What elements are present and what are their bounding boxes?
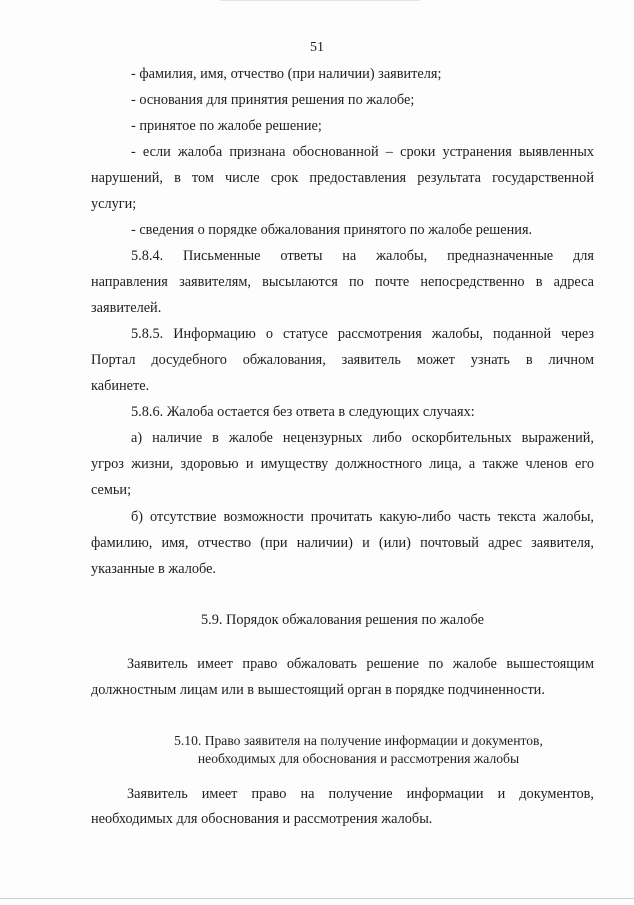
para-5-8-4-line2: направления заявителям, высылаются по почте непосредственно в адреса: [91, 274, 594, 290]
list-item-grounds: - основания для принятия решения по жалобе;: [131, 92, 415, 108]
section-5-10-heading-line1: 5.10. Право заявителя на получение информации и документов,: [174, 733, 543, 748]
item-b-line3: указанные в жалобе.: [91, 561, 217, 577]
list-item-terms-line1: - если жалоба признана обоснованной – сроки устранения выявленных: [131, 144, 594, 160]
para-5-8-6: 5.8.6. Жалоба остается без ответа в следующих случаях:: [131, 404, 475, 420]
item-a-line2: угроз жизни, здоровью и имуществу должностного лица, а также членов его: [91, 456, 594, 472]
item-b-line1: б) отсутствие возможности прочитать какую-либо часть текста жалобы,: [131, 509, 594, 525]
para-5-8-5-line1: 5.8.5. Информацию о статусе рассмотрения жалобы, поданной через: [131, 326, 594, 342]
list-item-decision: - принятое по жалобе решение;: [131, 118, 322, 134]
para-5-8-4-line1: 5.8.4. Письменные ответы на жалобы, предназначенные для: [131, 248, 594, 264]
scan-edge-top: [220, 0, 420, 1]
list-item-terms-line3: услуги;: [91, 196, 137, 212]
para-5-8-4-line3: заявителей.: [91, 300, 162, 316]
section-5-10-heading-line2: необходимых для обоснования и рассмотрения жалобы: [197, 751, 520, 766]
page-number: 51: [310, 40, 324, 55]
section-5-9-heading: 5.9. Порядок обжалования решения по жалобе: [201, 612, 484, 628]
section-5-9-line2: должностным лицам или в вышестоящий орган в порядке подчиненности.: [91, 682, 545, 698]
list-item-appeal-info: - сведения о порядке обжалования принятого по жалобе решения.: [131, 222, 533, 238]
list-item-name: - фамилия, имя, отчество (при наличии) заявителя;: [131, 66, 442, 82]
section-5-10-line1: Заявитель имеет право на получение информации и документов,: [127, 786, 594, 802]
scan-edge-bottom: [0, 898, 634, 899]
item-b-line2: фамилию, имя, отчество (при наличии) и (или) почтовый адрес заявителя,: [91, 535, 594, 551]
item-a-line1: а) наличие в жалобе нецензурных либо оскорбительных выражений,: [131, 430, 594, 446]
section-5-9-line1: Заявитель имеет право обжаловать решение по жалобе вышестоящим: [127, 656, 594, 672]
list-item-terms-line2: нарушений, в том числе срок предоставления результата государственной: [91, 170, 594, 186]
para-5-8-5-line3: кабинете.: [91, 378, 150, 394]
para-5-8-5-line2: Портал досудебного обжалования, заявитель может узнать в личном: [91, 352, 594, 368]
item-a-line3: семьи;: [91, 482, 132, 498]
section-5-10-line2: необходимых для обоснования и рассмотрения жалобы.: [91, 811, 433, 827]
